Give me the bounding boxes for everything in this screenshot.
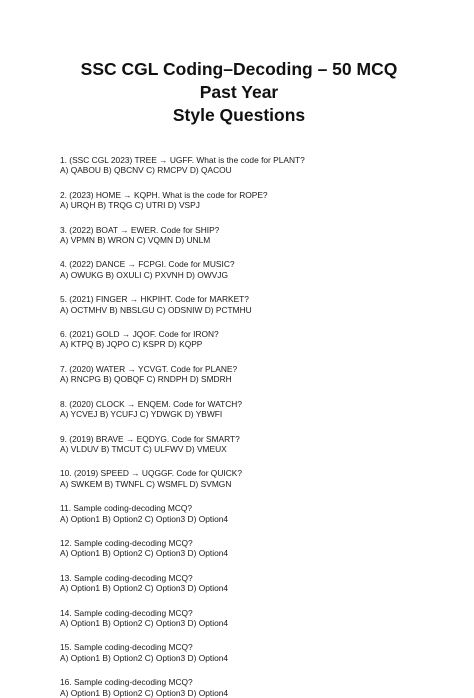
question-item [60, 538, 418, 559]
answer-options: A) Option1 B) Option2 C) Option3 D) Option4 [60, 513, 229, 524]
question-item [60, 259, 418, 280]
answer-options: A) RNCPG B) QOBQF C) RNDPH D) SMDRH [60, 374, 232, 385]
question-item [60, 503, 418, 524]
question-list [60, 155, 418, 698]
question-text: 4. (2022) DANCE → FCPGI. Code for MUSIC? [60, 259, 235, 270]
page-title [60, 58, 418, 127]
question-item [60, 294, 418, 315]
question-text: 9. (2019) BRAVE → EQDYG. Code for SMART? [60, 433, 240, 444]
answer-options: A) URQH B) TRQG C) UTRI D) VSPJ [60, 200, 200, 211]
answer-options: A) OWUKG B) OXULI C) PXVNH D) OWVJG [60, 269, 228, 280]
question-item [60, 642, 418, 663]
question-item [60, 677, 418, 698]
question-text: 13. Sample coding-decoding MCQ? [60, 572, 193, 583]
answer-options: A) Option1 B) Option2 C) Option3 D) Option4 [60, 583, 229, 594]
answer-options: A) YCVEJ B) YCUFJ C) YDWGK D) YBWFI [60, 409, 223, 420]
question-text: 10. (2019) SPEED → UQGGF. Code for QUICK? [60, 468, 242, 479]
question-item [60, 225, 418, 246]
question-text: 1. (SSC CGL 2023) TREE → UGFF. What is the code for PLANT? [60, 155, 305, 165]
question-text: 6. (2021) GOLD → JQOF. Code for IRON? [60, 329, 219, 340]
question-item [60, 468, 418, 489]
answer-options: A) KTPQ B) JQPO C) KSPR D) KQPP [60, 339, 203, 350]
question-text: 16. Sample coding-decoding MCQ? [60, 677, 193, 688]
answer-options: A) VLDUV B) TMCUT C) ULFWV D) VMEUX [60, 443, 227, 454]
question-text: 14. Sample coding-decoding MCQ? [60, 607, 193, 618]
question-item [60, 434, 418, 455]
answer-options: A) QABOU B) QBCNV C) RMCPV D) QACOU [60, 165, 232, 176]
answer-options: A) Option1 B) Option2 C) Option3 D) Option4 [60, 617, 229, 628]
title-line-2: Style Questions [172, 105, 306, 125]
answer-options: A) Option1 B) Option2 C) Option3 D) Option4 [60, 548, 229, 559]
question-text: 15. Sample coding-decoding MCQ? [60, 642, 193, 653]
question-text: 12. Sample coding-decoding MCQ? [60, 537, 193, 548]
question-text: 3. (2022) BOAT → EWER. Code for SHIP? [60, 224, 220, 235]
answer-options: A) SWKEM B) TWNFL C) WSMFL D) SVMGN [60, 478, 232, 489]
question-item [60, 190, 418, 211]
answer-options: A) OCTMHV B) NBSLGU C) ODSNIW D) PCTMHU [60, 304, 252, 315]
question-item [60, 329, 418, 350]
title-line-1: SSC CGL Coding–Decoding – 50 MCQ Past Year [80, 59, 398, 102]
question-item [60, 608, 418, 629]
question-item [60, 155, 418, 176]
question-item [60, 364, 418, 385]
question-text: 7. (2020) WATER → YCVGT. Code for PLANE? [60, 363, 238, 374]
question-text: 5. (2021) FINGER → HKPIHT. Code for MARKET? [60, 294, 249, 305]
answer-options: A) Option1 B) Option2 C) Option3 D) Option4 [60, 652, 229, 663]
question-text: 11. Sample coding-decoding MCQ? [60, 503, 193, 514]
question-item [60, 399, 418, 420]
question-text: 8. (2020) CLOCK → ENQEM. Code for WATCH? [60, 398, 242, 409]
question-item [60, 573, 418, 594]
question-text: 2. (2023) HOME → KQPH. What is the code for ROPE? [60, 189, 268, 200]
answer-options: A) Option1 B) Option2 C) Option3 D) Option4 [60, 687, 229, 698]
answer-options: A) VPMN B) WRON C) VQMN D) UNLM [60, 235, 211, 246]
